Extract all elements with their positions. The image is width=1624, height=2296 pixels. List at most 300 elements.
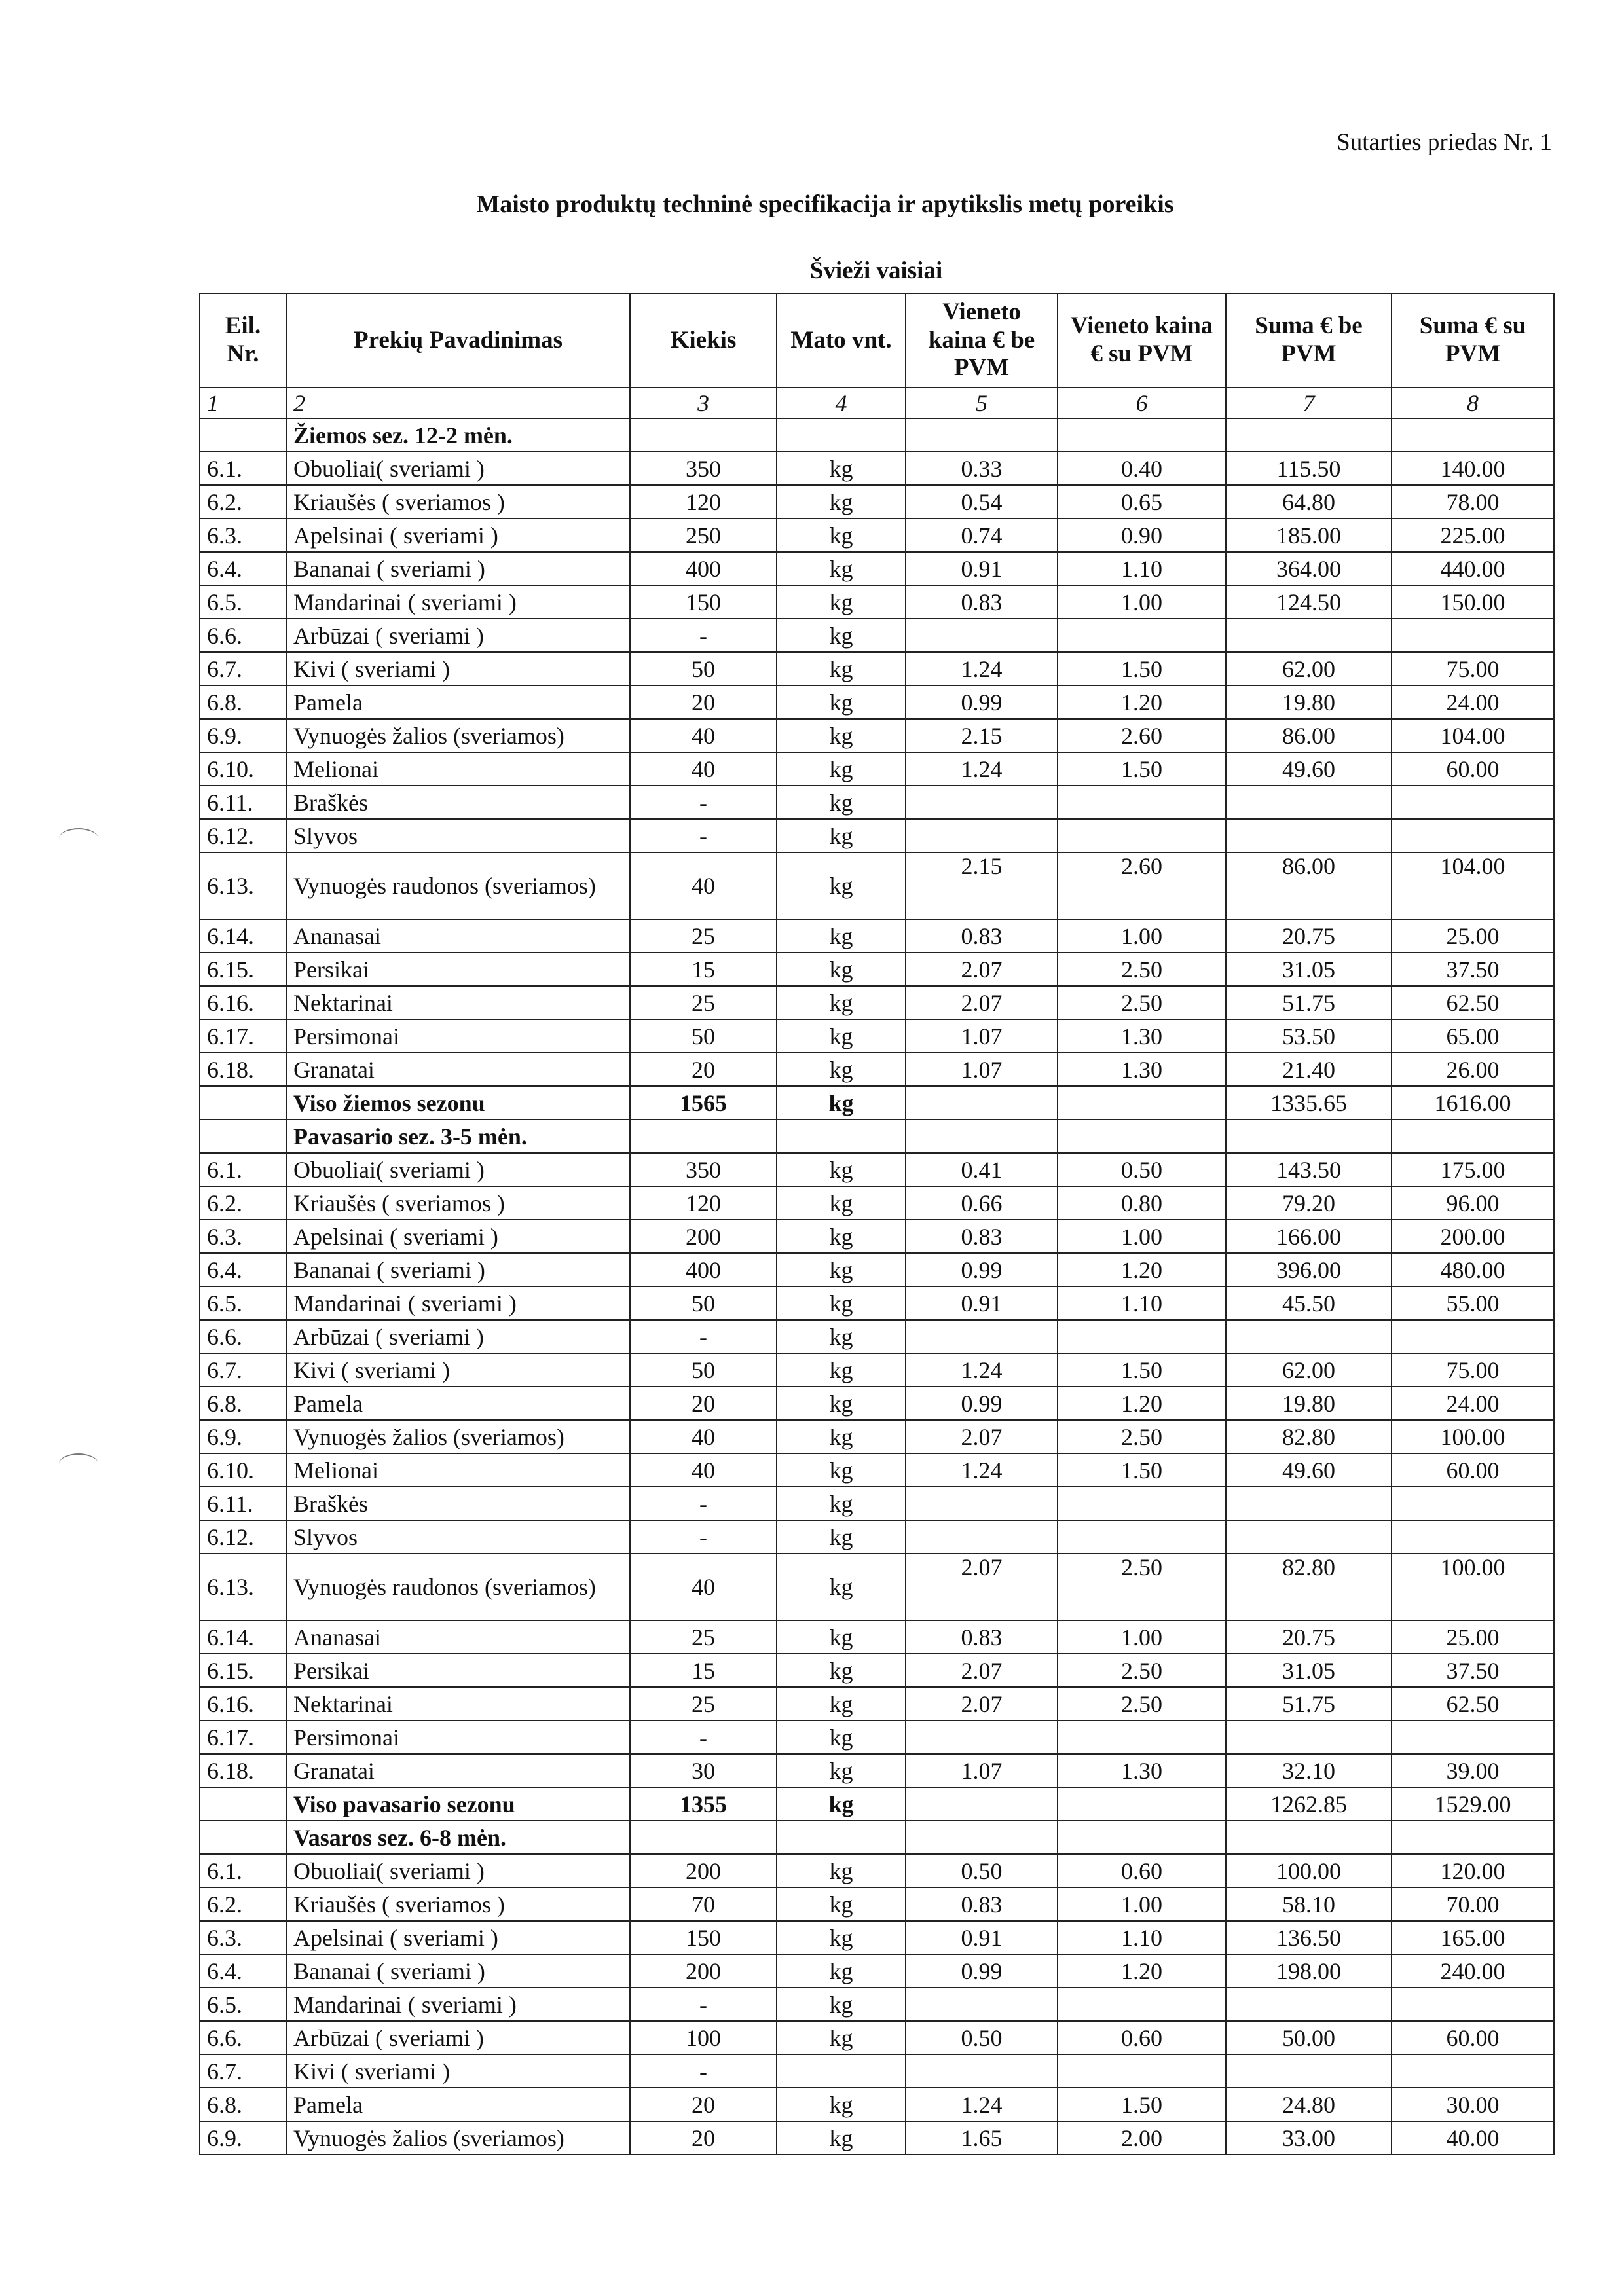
product-name: Pamela — [286, 685, 630, 719]
sum-excl-vat: 136.50 — [1226, 1921, 1392, 1954]
quantity: 20 — [630, 685, 777, 719]
unit-price-incl-vat: 0.90 — [1058, 519, 1226, 552]
product-name: Melionai — [286, 752, 630, 786]
table-row — [200, 1620, 1554, 1654]
row-number: 6.13. — [200, 852, 286, 919]
table-row — [200, 652, 1554, 685]
table-row — [200, 1520, 1554, 1554]
table-row — [200, 1854, 1554, 1887]
sum-incl-vat: 104.00 — [1392, 852, 1554, 919]
sum-incl-vat: 100.00 — [1392, 1554, 1554, 1620]
unit-price-excl-vat: 2.07 — [906, 1687, 1058, 1721]
sum-incl-vat: 75.00 — [1392, 1353, 1554, 1387]
row-number: 6.16. — [200, 1687, 286, 1721]
column-number: 2 — [286, 388, 630, 418]
quantity: 400 — [630, 552, 777, 585]
row-number: 6.1. — [200, 452, 286, 485]
row-number: 6.10. — [200, 752, 286, 786]
product-name: Melionai — [286, 1453, 630, 1487]
sum-incl-vat: 240.00 — [1392, 1954, 1554, 1988]
product-name: Mandarinai ( sveriami ) — [286, 1286, 630, 1320]
unit-price-incl-vat: 2.50 — [1058, 1554, 1226, 1620]
table-row — [200, 719, 1554, 752]
unit-price-incl-vat: 1.00 — [1058, 919, 1226, 953]
unit-price-incl-vat — [1058, 1487, 1226, 1520]
unit-price-incl-vat: 1.50 — [1058, 1353, 1226, 1387]
sum-incl-vat: 60.00 — [1392, 2021, 1554, 2054]
row-number: 6.18. — [200, 1053, 286, 1086]
unit: kg — [777, 1420, 906, 1453]
row-number: 6.8. — [200, 685, 286, 719]
sum-excl-vat — [1226, 1988, 1392, 2021]
unit: kg — [777, 1353, 906, 1387]
product-name: Arbūzai ( sveriami ) — [286, 619, 630, 652]
product-name: Braškės — [286, 786, 630, 819]
unit-price-excl-vat: 2.07 — [906, 953, 1058, 986]
sum-excl-vat — [1226, 819, 1392, 852]
document-title: Maisto produktų techninė specifikacija ir apytikslis metų poreikis — [476, 191, 1174, 218]
product-name: Kriaušės ( sveriamos ) — [286, 1887, 630, 1921]
season-heading: Vasaros sez. 6-8 mėn. — [286, 1821, 630, 1854]
table-row — [200, 1353, 1554, 1387]
row-number: 6.4. — [200, 1253, 286, 1286]
unit-price-excl-vat: 1.24 — [906, 2088, 1058, 2121]
quantity: - — [630, 1721, 777, 1754]
unit-price-excl-vat: 1.24 — [906, 752, 1058, 786]
table-row — [200, 1687, 1554, 1721]
sum-excl-vat: 49.60 — [1226, 752, 1392, 786]
table-row — [200, 986, 1554, 1019]
sum-incl-vat: 104.00 — [1392, 719, 1554, 752]
sum-incl-vat — [1392, 1120, 1554, 1153]
sum-incl-vat: 65.00 — [1392, 1019, 1554, 1053]
quantity: 350 — [630, 452, 777, 485]
unit-price-incl-vat: 0.65 — [1058, 485, 1226, 519]
unit: kg — [777, 452, 906, 485]
row-number: 6.8. — [200, 2088, 286, 2121]
product-name: Obuoliai( sveriami ) — [286, 1854, 630, 1887]
unit-price-excl-vat: 0.50 — [906, 2021, 1058, 2054]
unit-price-excl-vat: 0.83 — [906, 1887, 1058, 1921]
unit-price-excl-vat: 0.83 — [906, 1620, 1058, 1654]
unit-price-incl-vat: 1.10 — [1058, 552, 1226, 585]
sum-excl-vat: 364.00 — [1226, 552, 1392, 585]
row-number: 6.14. — [200, 1620, 286, 1654]
table-body — [200, 418, 1554, 2155]
sum-excl-vat: 1262.85 — [1226, 1787, 1392, 1821]
product-name: Arbūzai ( sveriami ) — [286, 2021, 630, 2054]
sum-incl-vat: 55.00 — [1392, 1286, 1554, 1320]
unit-price-excl-vat — [906, 1520, 1058, 1554]
row-number: 6.15. — [200, 953, 286, 986]
table-row — [200, 953, 1554, 986]
table-row — [200, 485, 1554, 519]
col-header-quantity: Kiekis — [630, 293, 777, 388]
unit: kg — [777, 1721, 906, 1754]
product-name: Arbūzai ( sveriami ) — [286, 1320, 630, 1353]
unit-price-excl-vat: 0.99 — [906, 1954, 1058, 1988]
row-number: 6.6. — [200, 1320, 286, 1353]
sum-incl-vat: 96.00 — [1392, 1186, 1554, 1220]
unit-price-incl-vat: 1.20 — [1058, 1253, 1226, 1286]
quantity: - — [630, 2054, 777, 2088]
row-number: 6.12. — [200, 819, 286, 852]
table-row — [200, 1153, 1554, 1186]
quantity — [630, 1821, 777, 1854]
quantity: 150 — [630, 585, 777, 619]
unit-price-incl-vat: 2.60 — [1058, 719, 1226, 752]
sum-incl-vat: 25.00 — [1392, 919, 1554, 953]
table-row — [200, 1721, 1554, 1754]
table-row — [200, 2088, 1554, 2121]
row-number: 6.1. — [200, 1153, 286, 1186]
unit-price-incl-vat — [1058, 1821, 1226, 1854]
unit-price-incl-vat: 1.50 — [1058, 2088, 1226, 2121]
season-total-row — [200, 1086, 1554, 1120]
sum-excl-vat: 45.50 — [1226, 1286, 1392, 1320]
sum-excl-vat: 50.00 — [1226, 2021, 1392, 2054]
unit-price-incl-vat: 1.00 — [1058, 1887, 1226, 1921]
unit-price-incl-vat: 1.30 — [1058, 1053, 1226, 1086]
table-row — [200, 685, 1554, 719]
product-name: Vynuogės raudonos (sveriamos) — [286, 852, 630, 919]
product-name: Slyvos — [286, 1520, 630, 1554]
sum-excl-vat: 31.05 — [1226, 1654, 1392, 1687]
sum-excl-vat: 396.00 — [1226, 1253, 1392, 1286]
unit-price-excl-vat: 0.83 — [906, 1220, 1058, 1253]
row-number: 6.12. — [200, 1520, 286, 1554]
season-heading-row — [200, 1821, 1554, 1854]
table-row — [200, 1253, 1554, 1286]
table-row — [200, 1554, 1554, 1620]
unit: kg — [777, 1654, 906, 1687]
table-row — [200, 1286, 1554, 1320]
unit-price-excl-vat — [906, 418, 1058, 452]
unit-price-excl-vat: 0.99 — [906, 685, 1058, 719]
row-number: 6.9. — [200, 719, 286, 752]
row-number: 6.14. — [200, 919, 286, 953]
unit-price-excl-vat: 0.74 — [906, 519, 1058, 552]
column-number: 7 — [1226, 388, 1392, 418]
row-number: 6.7. — [200, 2054, 286, 2088]
product-name: Pamela — [286, 2088, 630, 2121]
table-row — [200, 1988, 1554, 2021]
unit: kg — [777, 1186, 906, 1220]
unit-price-excl-vat — [906, 619, 1058, 652]
product-name: Vynuogės žalios (sveriamos) — [286, 719, 630, 752]
sum-excl-vat: 51.75 — [1226, 1687, 1392, 1721]
table-row — [200, 1453, 1554, 1487]
row-number: 6.7. — [200, 1353, 286, 1387]
row-number: 6.10. — [200, 1453, 286, 1487]
table-row — [200, 919, 1554, 953]
punch-hole-mark — [59, 1453, 98, 1474]
sum-excl-vat: 185.00 — [1226, 519, 1392, 552]
sum-incl-vat: 37.50 — [1392, 953, 1554, 986]
sum-incl-vat: 200.00 — [1392, 1220, 1554, 1253]
quantity: 40 — [630, 1420, 777, 1453]
quantity: 25 — [630, 1687, 777, 1721]
table-row — [200, 1654, 1554, 1687]
quantity: 30 — [630, 1754, 777, 1787]
unit-price-excl-vat — [906, 1120, 1058, 1153]
quantity: 25 — [630, 919, 777, 953]
row-number: 6.3. — [200, 519, 286, 552]
quantity: 150 — [630, 1921, 777, 1954]
row-number — [200, 1787, 286, 1821]
row-number: 6.7. — [200, 652, 286, 685]
product-name: Vynuogės žalios (sveriamos) — [286, 1420, 630, 1453]
quantity: 1565 — [630, 1086, 777, 1120]
unit-price-excl-vat — [906, 1821, 1058, 1854]
table-row — [200, 1420, 1554, 1453]
quantity: 200 — [630, 1954, 777, 1988]
sum-excl-vat: 31.05 — [1226, 953, 1392, 986]
sum-excl-vat: 19.80 — [1226, 685, 1392, 719]
unit-price-incl-vat: 2.50 — [1058, 1420, 1226, 1453]
unit — [777, 1821, 906, 1854]
product-name: Persimonai — [286, 1721, 630, 1754]
sum-excl-vat: 21.40 — [1226, 1053, 1392, 1086]
sum-excl-vat — [1226, 619, 1392, 652]
product-name: Nektarinai — [286, 986, 630, 1019]
unit-price-excl-vat — [906, 1988, 1058, 2021]
product-name: Mandarinai ( sveriami ) — [286, 1988, 630, 2021]
unit: kg — [777, 652, 906, 685]
unit: kg — [777, 1754, 906, 1787]
unit-price-incl-vat: 0.50 — [1058, 1153, 1226, 1186]
sum-excl-vat: 86.00 — [1226, 852, 1392, 919]
season-heading: Pavasario sez. 3-5 mėn. — [286, 1120, 630, 1153]
sum-incl-vat — [1392, 1988, 1554, 2021]
col-header-unit-price-excl-vat: Vieneto kaina € be PVM — [906, 293, 1058, 388]
product-name: Persikai — [286, 953, 630, 986]
unit-price-excl-vat: 1.07 — [906, 1053, 1058, 1086]
unit-price-excl-vat — [906, 1086, 1058, 1120]
column-number: 5 — [906, 388, 1058, 418]
unit-price-excl-vat: 0.83 — [906, 585, 1058, 619]
table-row — [200, 1220, 1554, 1253]
sum-incl-vat: 25.00 — [1392, 1620, 1554, 1654]
sum-incl-vat: 100.00 — [1392, 1420, 1554, 1453]
unit-price-excl-vat: 0.83 — [906, 919, 1058, 953]
unit — [777, 418, 906, 452]
product-name: Viso pavasario sezonu — [286, 1787, 630, 1821]
unit-price-incl-vat — [1058, 1086, 1226, 1120]
sum-excl-vat: 33.00 — [1226, 2121, 1392, 2155]
quantity: 40 — [630, 852, 777, 919]
punch-hole-mark — [59, 828, 98, 849]
sum-incl-vat: 62.50 — [1392, 986, 1554, 1019]
sum-excl-vat: 82.80 — [1226, 1554, 1392, 1620]
sum-excl-vat: 53.50 — [1226, 1019, 1392, 1053]
table-row — [200, 852, 1554, 919]
sum-excl-vat: 1335.65 — [1226, 1086, 1392, 1120]
season-heading: Žiemos sez. 12-2 mėn. — [286, 418, 630, 452]
table-row — [200, 752, 1554, 786]
unit: kg — [777, 986, 906, 1019]
product-name: Kriaušės ( sveriamos ) — [286, 1186, 630, 1220]
table-row — [200, 2054, 1554, 2088]
sum-incl-vat — [1392, 1487, 1554, 1520]
table-row — [200, 1186, 1554, 1220]
product-name: Bananai ( sveriami ) — [286, 552, 630, 585]
unit-price-incl-vat — [1058, 418, 1226, 452]
product-name: Vynuogės raudonos (sveriamos) — [286, 1554, 630, 1620]
product-name: Nektarinai — [286, 1687, 630, 1721]
sum-incl-vat: 1616.00 — [1392, 1086, 1554, 1120]
unit-price-incl-vat: 2.50 — [1058, 953, 1226, 986]
unit: kg — [777, 552, 906, 585]
unit-price-incl-vat: 1.20 — [1058, 1387, 1226, 1420]
unit-price-excl-vat: 2.15 — [906, 719, 1058, 752]
sum-incl-vat: 39.00 — [1392, 1754, 1554, 1787]
unit: kg — [777, 585, 906, 619]
table-row — [200, 1019, 1554, 1053]
quantity: 120 — [630, 485, 777, 519]
table-row — [200, 552, 1554, 585]
column-number: 6 — [1058, 388, 1226, 418]
product-name: Mandarinai ( sveriami ) — [286, 585, 630, 619]
row-number: 6.2. — [200, 1887, 286, 1921]
unit — [777, 2054, 906, 2088]
row-number: 6.4. — [200, 1954, 286, 1988]
row-number: 6.17. — [200, 1721, 286, 1754]
product-name: Obuoliai( sveriami ) — [286, 1153, 630, 1186]
sum-incl-vat — [1392, 1320, 1554, 1353]
table-row — [200, 1921, 1554, 1954]
sum-incl-vat: 175.00 — [1392, 1153, 1554, 1186]
unit: kg — [777, 786, 906, 819]
sum-excl-vat — [1226, 1120, 1392, 1153]
product-name: Granatai — [286, 1053, 630, 1086]
product-name: Kivi ( sveriami ) — [286, 1353, 630, 1387]
unit: kg — [777, 852, 906, 919]
unit: kg — [777, 619, 906, 652]
table-row — [200, 1954, 1554, 1988]
sum-excl-vat: 82.80 — [1226, 1420, 1392, 1453]
column-number: 3 — [630, 388, 777, 418]
unit: kg — [777, 1086, 906, 1120]
row-number: 6.8. — [200, 1387, 286, 1420]
sum-excl-vat: 115.50 — [1226, 452, 1392, 485]
sum-excl-vat: 24.80 — [1226, 2088, 1392, 2121]
unit-price-excl-vat: 1.24 — [906, 652, 1058, 685]
sum-incl-vat: 60.00 — [1392, 752, 1554, 786]
season-total-row — [200, 1787, 1554, 1821]
unit: kg — [777, 2088, 906, 2121]
quantity: 25 — [630, 986, 777, 1019]
quantity: - — [630, 1988, 777, 2021]
unit: kg — [777, 1320, 906, 1353]
unit: kg — [777, 1988, 906, 2021]
sum-excl-vat — [1226, 1320, 1392, 1353]
unit-price-incl-vat: 1.10 — [1058, 1921, 1226, 1954]
sum-excl-vat: 32.10 — [1226, 1754, 1392, 1787]
unit — [777, 1120, 906, 1153]
unit: kg — [777, 1787, 906, 1821]
unit: kg — [777, 1220, 906, 1253]
unit-price-incl-vat: 2.00 — [1058, 2121, 1226, 2155]
row-number: 6.3. — [200, 1220, 286, 1253]
unit-price-incl-vat: 1.20 — [1058, 685, 1226, 719]
row-number: 6.9. — [200, 1420, 286, 1453]
unit: kg — [777, 1019, 906, 1053]
unit-price-incl-vat: 2.50 — [1058, 1687, 1226, 1721]
table-row — [200, 619, 1554, 652]
unit-price-incl-vat: 1.50 — [1058, 652, 1226, 685]
unit-price-incl-vat: 0.40 — [1058, 452, 1226, 485]
unit-price-excl-vat: 1.24 — [906, 1453, 1058, 1487]
quantity — [630, 1120, 777, 1153]
sum-incl-vat — [1392, 786, 1554, 819]
table-row — [200, 1887, 1554, 1921]
product-name: Bananai ( sveriami ) — [286, 1954, 630, 1988]
table-row — [200, 519, 1554, 552]
sum-excl-vat — [1226, 1721, 1392, 1754]
unit-price-incl-vat — [1058, 619, 1226, 652]
table-row — [200, 786, 1554, 819]
product-name: Obuoliai( sveriami ) — [286, 452, 630, 485]
quantity: 50 — [630, 1286, 777, 1320]
sum-incl-vat: 40.00 — [1392, 2121, 1554, 2155]
unit-price-incl-vat: 2.60 — [1058, 852, 1226, 919]
quantity: 15 — [630, 1654, 777, 1687]
quantity: - — [630, 619, 777, 652]
sum-incl-vat — [1392, 418, 1554, 452]
row-number: 6.16. — [200, 986, 286, 1019]
unit-price-incl-vat: 1.50 — [1058, 752, 1226, 786]
sum-incl-vat — [1392, 1821, 1554, 1854]
unit-price-excl-vat: 1.24 — [906, 1353, 1058, 1387]
sum-incl-vat: 70.00 — [1392, 1887, 1554, 1921]
unit-price-excl-vat — [906, 1721, 1058, 1754]
unit: kg — [777, 752, 906, 786]
quantity: 40 — [630, 1554, 777, 1620]
unit-price-excl-vat: 2.07 — [906, 1554, 1058, 1620]
unit: kg — [777, 1286, 906, 1320]
quantity: - — [630, 1487, 777, 1520]
quantity: 50 — [630, 652, 777, 685]
unit: kg — [777, 1253, 906, 1286]
row-number: 6.1. — [200, 1854, 286, 1887]
unit: kg — [777, 1687, 906, 1721]
row-number: 6.15. — [200, 1654, 286, 1687]
unit: kg — [777, 1887, 906, 1921]
quantity: 100 — [630, 2021, 777, 2054]
sum-incl-vat — [1392, 1721, 1554, 1754]
sum-incl-vat — [1392, 1520, 1554, 1554]
unit-price-incl-vat — [1058, 1721, 1226, 1754]
sum-excl-vat — [1226, 1520, 1392, 1554]
unit: kg — [777, 1153, 906, 1186]
unit-price-incl-vat: 2.50 — [1058, 1654, 1226, 1687]
unit-price-excl-vat: 0.99 — [906, 1253, 1058, 1286]
unit-price-incl-vat: 1.00 — [1058, 585, 1226, 619]
unit-price-excl-vat: 0.41 — [906, 1153, 1058, 1186]
unit-price-excl-vat: 0.54 — [906, 485, 1058, 519]
quantity: - — [630, 1520, 777, 1554]
sum-incl-vat: 225.00 — [1392, 519, 1554, 552]
unit-price-incl-vat: 1.30 — [1058, 1019, 1226, 1053]
header-row — [200, 293, 1554, 388]
unit-price-incl-vat: 1.20 — [1058, 1954, 1226, 1988]
quantity — [630, 418, 777, 452]
col-header-name: Prekių Pavadinimas — [286, 293, 630, 388]
unit-price-incl-vat: 1.50 — [1058, 1453, 1226, 1487]
sum-excl-vat — [1226, 418, 1392, 452]
unit-price-incl-vat — [1058, 1520, 1226, 1554]
